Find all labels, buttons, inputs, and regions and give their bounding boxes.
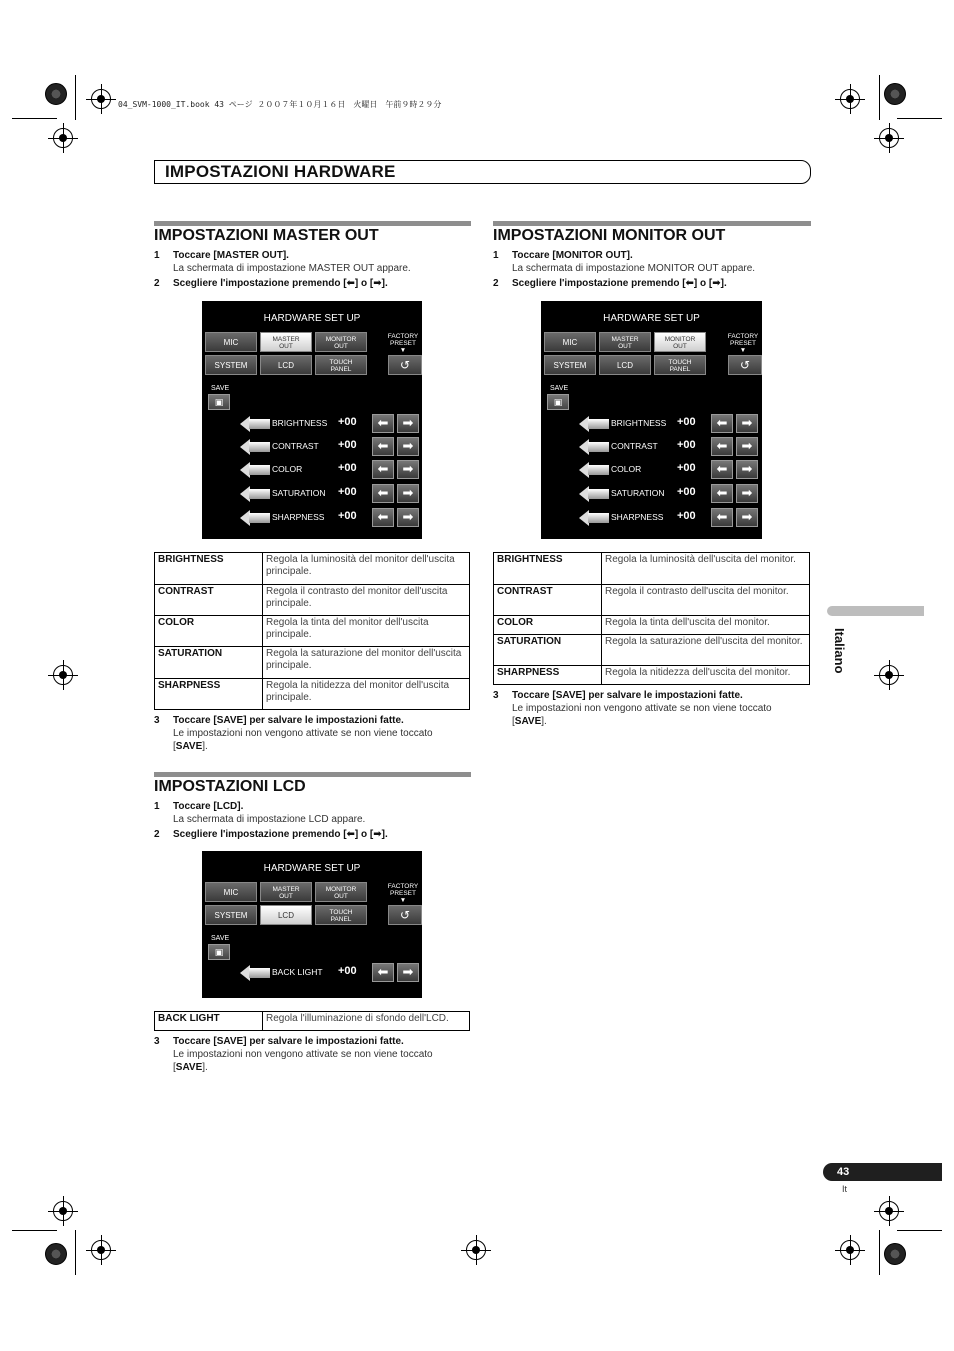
system-button[interactable]: SYSTEM xyxy=(205,905,257,925)
monitor-out-button[interactable] xyxy=(315,332,367,352)
row-arrow-icon xyxy=(240,965,270,981)
registration-mark-icon xyxy=(91,89,111,109)
save-keyword: SAVE xyxy=(175,741,203,752)
step-number: 1 xyxy=(154,801,160,812)
btn-line: PANEL xyxy=(330,366,352,373)
registration-mark-icon xyxy=(91,1240,111,1260)
btn-line: PANEL xyxy=(669,366,691,373)
right-arrow-icon[interactable]: ➡ xyxy=(736,460,758,479)
btn-line: OUT xyxy=(618,343,632,350)
step-text: Toccare [MASTER OUT]. xyxy=(173,250,289,261)
master-out-step-2 xyxy=(154,277,471,290)
row-value: +00 xyxy=(677,462,696,474)
row-value: +00 xyxy=(338,965,357,977)
step-text: Toccare [SAVE] per salvare le impostazioni fatte. xyxy=(173,715,404,726)
step-number: 3 xyxy=(154,715,160,726)
section-bar xyxy=(154,221,471,226)
btn-line: MONITOR xyxy=(325,886,357,893)
monitor-out-title: IMPOSTAZIONI MONITOR OUT xyxy=(493,227,726,244)
lcd-title: IMPOSTAZIONI LCD xyxy=(154,778,306,795)
right-arrow-icon[interactable]: ➡ xyxy=(736,414,758,433)
table-key: COLOR xyxy=(494,616,602,635)
table-key: BRIGHTNESS xyxy=(494,553,602,585)
step-text: Scegliere l'impostazione premendo [⬅] o [➡]. xyxy=(173,278,388,289)
registration-disc-icon xyxy=(884,1243,906,1265)
step-subtext: La schermata di impostazione LCD appare. xyxy=(173,814,366,825)
right-arrow-icon[interactable]: ➡ xyxy=(397,414,419,433)
side-tab-language: Italiano xyxy=(832,628,847,674)
table-key: COLOR xyxy=(155,616,263,647)
lcd-step-2 xyxy=(154,828,471,841)
row-label: SATURATION xyxy=(611,488,665,498)
save-icon[interactable]: ▣ xyxy=(547,394,569,410)
step-subtext: Le impostazioni non vengono attivate se non viene toccato xyxy=(512,703,772,714)
table-row xyxy=(155,585,470,616)
table-value: Regola la saturazione dell'uscita del monitor. xyxy=(602,635,810,666)
side-tab-bar xyxy=(827,606,924,616)
btn-line: TOUCH xyxy=(329,359,353,366)
step-subtext-2 xyxy=(512,715,547,728)
monitor-out-button[interactable] xyxy=(315,882,367,902)
step-subtext: La schermata di impostazione MASTER OUT appare. xyxy=(173,263,411,274)
bracket: ]. xyxy=(202,741,208,752)
table-value: Regola il contrasto del monitor dell'uscita principale. xyxy=(263,585,470,616)
left-arrow-icon[interactable]: ⬅ xyxy=(372,484,394,503)
table-row xyxy=(494,553,810,585)
master-out-step-3 xyxy=(154,714,471,754)
step-text: Toccare [LCD]. xyxy=(173,801,244,812)
btn-line: OUT xyxy=(279,893,293,900)
bracket: ]. xyxy=(541,716,547,727)
registration-mark-icon xyxy=(840,1240,860,1260)
table-row xyxy=(155,1012,470,1031)
fp-line: PRESET xyxy=(729,340,756,347)
save-label: SAVE xyxy=(550,385,569,392)
table-key: SATURATION xyxy=(494,635,602,666)
btn-line: PANEL xyxy=(330,916,352,923)
registration-mark-icon xyxy=(879,128,899,148)
step-text: Toccare [MONITOR OUT]. xyxy=(512,250,633,261)
btn-line: MONITOR xyxy=(325,336,357,343)
fp-line: FACTORY xyxy=(387,333,419,340)
factory-preset-label xyxy=(386,333,420,354)
table-row xyxy=(494,666,810,685)
fp-line: PRESET xyxy=(389,340,416,347)
section-bar xyxy=(154,772,471,777)
registration-mark-icon xyxy=(53,128,73,148)
page-header xyxy=(154,160,811,184)
bracket: [ xyxy=(173,1062,176,1073)
row-label: COLOR xyxy=(272,464,303,474)
table-value: Regola l'illuminazione di sfondo dell'LCD. xyxy=(263,1012,470,1031)
fp-line: FACTORY xyxy=(727,333,759,340)
system-button[interactable]: SYSTEM xyxy=(544,355,596,375)
step-number: 1 xyxy=(154,250,160,261)
left-arrow-icon[interactable]: ⬅ xyxy=(711,437,733,456)
right-arrow-icon[interactable]: ➡ xyxy=(397,508,419,527)
left-arrow-icon[interactable]: ⬅ xyxy=(372,963,394,982)
bracket: [ xyxy=(512,716,515,727)
btn-line: OUT xyxy=(279,343,293,350)
step-text: Scegliere l'impostazione premendo [⬅] o [➡]. xyxy=(173,829,388,840)
right-arrow-icon[interactable]: ➡ xyxy=(736,484,758,503)
table-row xyxy=(494,585,810,616)
right-arrow-icon[interactable]: ➡ xyxy=(736,437,758,456)
table-key: CONTRAST xyxy=(155,585,263,616)
table-value: Regola il contrasto dell'uscita del monitor. xyxy=(602,585,810,616)
step-number: 2 xyxy=(493,278,499,289)
reset-icon[interactable]: ↺ xyxy=(388,905,422,925)
registration-mark-icon xyxy=(879,665,899,685)
left-arrow-icon[interactable]: ⬅ xyxy=(711,460,733,479)
bracket: [ xyxy=(173,741,176,752)
mic-button[interactable]: MIC xyxy=(205,882,257,902)
row-value: +00 xyxy=(677,439,696,451)
row-arrow-icon xyxy=(240,486,270,502)
page-language-code: It xyxy=(842,1184,848,1194)
btn-line: OUT xyxy=(334,893,348,900)
row-label: CONTRAST xyxy=(611,441,658,451)
save-icon[interactable]: ▣ xyxy=(208,944,230,960)
lcd-step-1 xyxy=(154,800,471,826)
step-number: 2 xyxy=(154,829,160,840)
row-label: BRIGHTNESS xyxy=(272,418,328,428)
btn-line: OUT xyxy=(334,343,348,350)
fp-line: PRESET xyxy=(389,890,416,897)
table-key: SHARPNESS xyxy=(494,666,602,685)
row-label: COLOR xyxy=(611,464,642,474)
row-arrow-icon xyxy=(579,439,609,455)
row-arrow-icon xyxy=(579,416,609,432)
btn-line: TOUCH xyxy=(329,909,353,916)
save-label: SAVE xyxy=(211,385,230,392)
factory-preset-label xyxy=(386,883,420,904)
table-value: Regola la luminosità dell'uscita del monitor. xyxy=(602,553,810,585)
lcd-screen xyxy=(202,851,422,998)
registration-mark-icon xyxy=(53,665,73,685)
master-out-button[interactable] xyxy=(260,332,312,352)
screen-title: HARDWARE SET UP xyxy=(603,313,700,324)
registration-disc-icon xyxy=(884,83,906,105)
row-arrow-icon xyxy=(240,510,270,526)
step-number: 3 xyxy=(493,690,499,701)
row-value: +00 xyxy=(338,416,357,428)
row-arrow-icon xyxy=(240,416,270,432)
registration-disc-icon xyxy=(45,1243,67,1265)
step-text: Toccare [SAVE] per salvare le impostazioni fatte. xyxy=(512,690,743,701)
row-value: +00 xyxy=(338,462,357,474)
table-value: Regola la nitidezza del monitor dell'uscita principale. xyxy=(263,679,470,710)
table-key: BACK LIGHT xyxy=(155,1012,263,1031)
fp-line: FACTORY xyxy=(387,883,419,890)
table-row xyxy=(155,553,470,585)
touch-panel-button[interactable] xyxy=(315,905,367,925)
save-icon[interactable]: ▣ xyxy=(208,394,230,410)
btn-line: MASTER xyxy=(611,336,639,343)
master-out-button[interactable] xyxy=(260,882,312,902)
row-value: +00 xyxy=(338,510,357,522)
right-arrow-icon[interactable]: ➡ xyxy=(397,460,419,479)
row-label: CONTRAST xyxy=(272,441,319,451)
registration-disc-icon xyxy=(45,83,67,105)
down-arrow-icon: ▼ xyxy=(739,347,747,354)
screen-title: HARDWARE SET UP xyxy=(263,313,361,324)
master-out-button[interactable] xyxy=(599,332,651,352)
lcd-button[interactable]: LCD xyxy=(260,905,312,925)
row-label: SHARPNESS xyxy=(611,512,664,522)
table-value: Regola la saturazione del monitor dell'uscita principale. xyxy=(263,647,470,679)
reset-icon[interactable]: ↺ xyxy=(388,355,422,375)
table-key: CONTRAST xyxy=(494,585,602,616)
btn-line: MASTER xyxy=(272,886,300,893)
lcd-step-3 xyxy=(154,1035,471,1075)
left-arrow-icon[interactable]: ⬅ xyxy=(711,508,733,527)
master-out-screen xyxy=(202,301,422,539)
touch-panel-button[interactable] xyxy=(654,355,706,375)
monitor-out-step-1 xyxy=(493,249,811,275)
step-subtext: Le impostazioni non vengono attivate se non viene toccato xyxy=(173,728,433,739)
left-arrow-icon[interactable]: ⬅ xyxy=(711,414,733,433)
monitor-out-screen xyxy=(541,301,762,539)
row-arrow-icon xyxy=(240,462,270,478)
monitor-out-table xyxy=(493,552,810,685)
down-arrow-icon: ▼ xyxy=(399,897,407,904)
row-value: +00 xyxy=(677,510,696,522)
screen-title: HARDWARE SET UP xyxy=(263,863,361,874)
lcd-button[interactable]: LCD xyxy=(599,355,651,375)
master-out-step-1 xyxy=(154,249,471,275)
step-number: 1 xyxy=(493,250,499,261)
registration-mark-icon xyxy=(53,1201,73,1221)
row-label: BACK LIGHT xyxy=(272,967,323,977)
table-value: Regola la tinta dell'uscita del monitor. xyxy=(602,616,810,635)
btn-line: MONITOR xyxy=(664,336,696,343)
row-arrow-icon xyxy=(579,510,609,526)
lcd-button[interactable]: LCD xyxy=(260,355,312,375)
monitor-out-step-2 xyxy=(493,277,811,290)
right-arrow-icon[interactable]: ➡ xyxy=(397,437,419,456)
row-value: +00 xyxy=(338,439,357,451)
step-number: 2 xyxy=(154,278,160,289)
save-label: SAVE xyxy=(211,935,230,942)
row-value: +00 xyxy=(338,486,357,498)
file-info: 04_SVM-1000_IT.book 43 ページ ２００７年１０月１６日 火曜日 午前９時２９分 xyxy=(118,100,442,109)
table-value: Regola la nitidezza dell'uscita del monitor. xyxy=(602,666,810,685)
step-number: 3 xyxy=(154,1036,160,1047)
row-arrow-icon xyxy=(579,462,609,478)
mic-button[interactable]: MIC xyxy=(205,332,257,352)
save-keyword: SAVE xyxy=(175,1062,203,1073)
page-header-title: IMPOSTAZIONI HARDWARE xyxy=(165,162,396,181)
table-value: Regola la tinta del monitor dell'uscita principale. xyxy=(263,616,470,647)
left-arrow-icon[interactable]: ⬅ xyxy=(372,508,394,527)
table-key: SHARPNESS xyxy=(155,679,263,710)
table-row xyxy=(155,616,470,647)
down-arrow-icon: ▼ xyxy=(399,347,407,354)
table-row xyxy=(155,647,470,679)
table-key: BRIGHTNESS xyxy=(155,553,263,585)
lcd-table xyxy=(154,1011,470,1031)
left-arrow-icon[interactable]: ⬅ xyxy=(372,437,394,456)
step-subtext: La schermata di impostazione MONITOR OUT appare. xyxy=(512,263,756,274)
table-row xyxy=(155,679,470,710)
left-arrow-icon[interactable]: ⬅ xyxy=(372,460,394,479)
btn-line: MASTER xyxy=(272,336,300,343)
registration-mark-icon xyxy=(879,1201,899,1221)
touch-panel-button[interactable] xyxy=(315,355,367,375)
row-value: +00 xyxy=(677,486,696,498)
reset-icon[interactable]: ↺ xyxy=(728,355,762,375)
right-arrow-icon[interactable]: ➡ xyxy=(397,963,419,982)
master-out-title: IMPOSTAZIONI MASTER OUT xyxy=(154,227,379,244)
btn-line: TOUCH xyxy=(668,359,692,366)
row-arrow-icon xyxy=(240,439,270,455)
left-arrow-icon[interactable]: ⬅ xyxy=(372,414,394,433)
step-subtext-2 xyxy=(173,1061,208,1074)
step-text: Toccare [SAVE] per salvare le impostazioni fatte. xyxy=(173,1036,404,1047)
row-value: +00 xyxy=(677,416,696,428)
step-text: Scegliere l'impostazione premendo [⬅] o [➡]. xyxy=(512,278,727,289)
mic-button[interactable]: MIC xyxy=(544,332,596,352)
table-key: SATURATION xyxy=(155,647,263,679)
system-button[interactable]: SYSTEM xyxy=(205,355,257,375)
save-keyword: SAVE xyxy=(514,716,542,727)
table-value: Regola la luminosità del monitor dell'uscita principale. xyxy=(263,553,470,585)
step-subtext: Le impostazioni non vengono attivate se non viene toccato xyxy=(173,1049,433,1060)
master-out-table xyxy=(154,552,470,710)
registration-mark-icon xyxy=(840,89,860,109)
monitor-out-step-3 xyxy=(493,689,811,729)
page-number: 43 xyxy=(823,1163,942,1181)
left-arrow-icon[interactable]: ⬅ xyxy=(711,484,733,503)
row-label: BRIGHTNESS xyxy=(611,418,667,428)
right-arrow-icon[interactable]: ➡ xyxy=(736,508,758,527)
right-arrow-icon[interactable]: ➡ xyxy=(397,484,419,503)
step-subtext-2 xyxy=(173,740,208,753)
row-arrow-icon xyxy=(579,486,609,502)
row-label: SHARPNESS xyxy=(272,512,325,522)
registration-mark-icon xyxy=(466,1240,486,1260)
row-label: SATURATION xyxy=(272,488,326,498)
monitor-out-button[interactable] xyxy=(654,332,706,352)
table-row xyxy=(494,616,810,635)
btn-line: OUT xyxy=(673,343,687,350)
section-bar xyxy=(493,221,811,226)
table-row xyxy=(494,635,810,666)
bracket: ]. xyxy=(202,1062,208,1073)
factory-preset-label xyxy=(726,333,760,354)
